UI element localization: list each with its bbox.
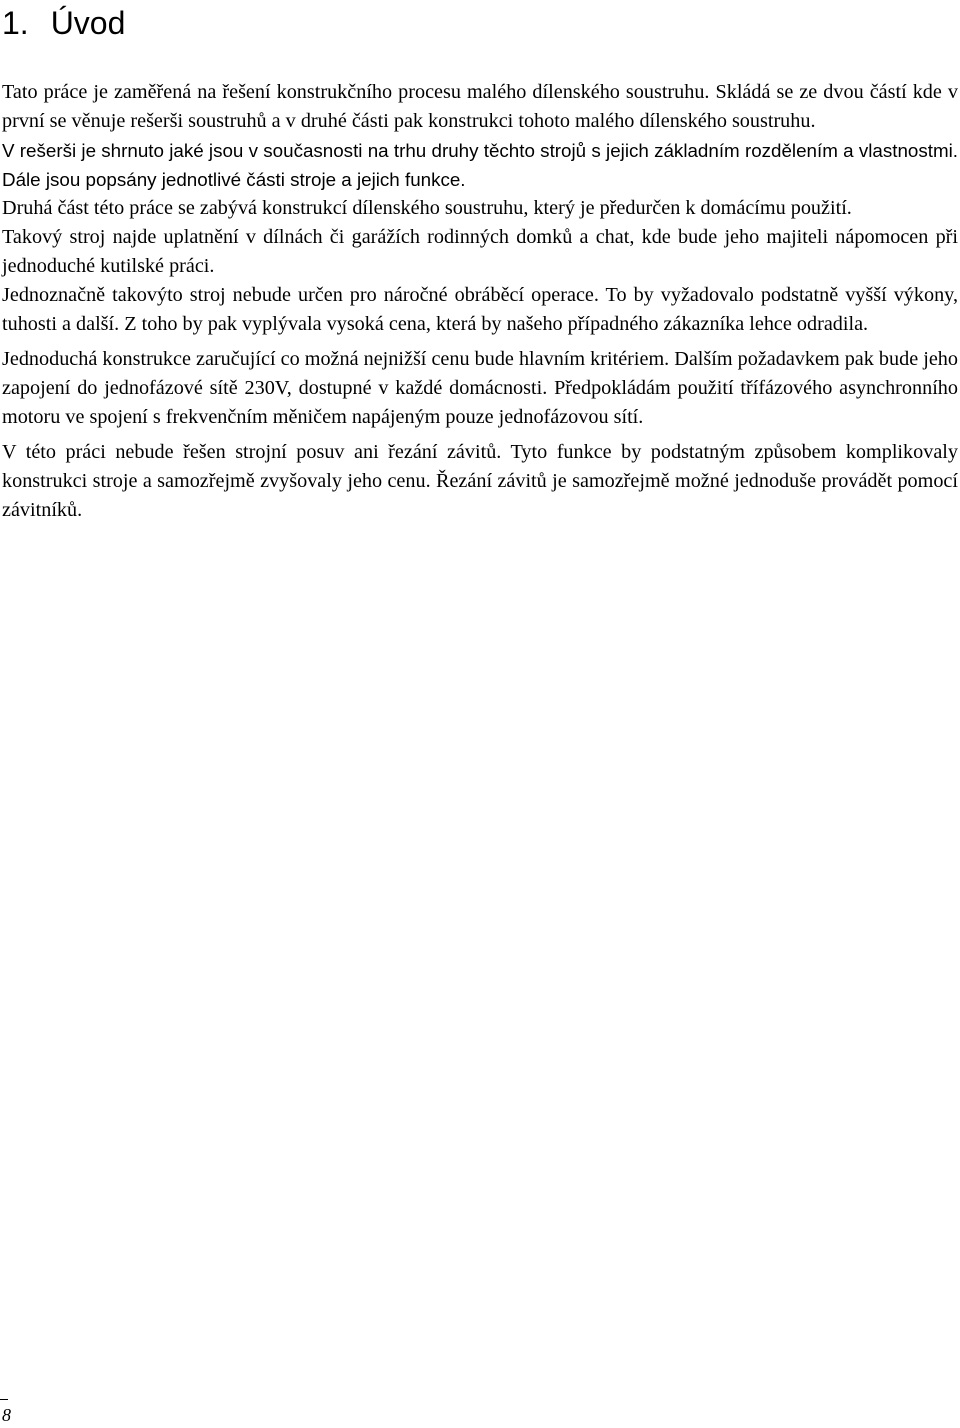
- page-number: 8: [2, 1405, 11, 1425]
- paragraph-scope: V této práci nebude řešen strojní posuv ani řezání závitů. Tyto funkce by podstatným způsobem komplikovaly konstrukci stroje a samozřejmě zvyšovaly jeho cenu. Řezání závitů je samozřejmě možné jednoduše provádět pomocí závitníků.: [2, 441, 958, 521]
- chapter-heading: [2, 3, 125, 43]
- paragraph-usage: Takový stroj najde uplatnění v dílnách či garážích rodinných domků a chat, kde bude jeho majiteli nápomocen při jednoduché kutilské práci.: [2, 226, 958, 277]
- chapter-title: Úvod: [50, 5, 126, 41]
- footer-rule: [0, 1399, 8, 1400]
- paragraph-second-part: Druhá část této práce se zabývá konstrukcí dílenského soustruhu, který je předurčen k domácímu použití.: [2, 197, 852, 219]
- paragraph-research: V rešerši je shrnuto jaké jsou v současnosti na trhu druhy těchto strojů s jejich základním rozdělením a vlastnostmi. Dále jsou popsány jednotlivé části stroje a jejich funkce.: [2, 140, 958, 190]
- paragraph-intro: Tato práce je zaměřená na řešení konstrukčního procesu malého dílenského soustruhu. Skládá se ze dvou částí kde v první se věnuje rešerši soustruhů a v druhé části pak konstrukci tohoto malého dílenského soustruhu.: [2, 81, 958, 132]
- paragraph-requirements: Jednoduchá konstrukce zaručující co možná nejnižší cenu bude hlavním kritériem. Dalším požadavkem pak bude jeho zapojení do jednofázové sítě 230V, dostupné v každé domácnosti. Předpokládám použití třífázového asynchronního motoru ve spojení s frekvenčním měničem napájeným pouze jednofázovou sítí.: [2, 348, 958, 428]
- paragraph-limitations: Jednoznačně takovýto stroj nebude určen pro náročné obráběcí operace. To by vyžadovalo podstatně vyšší výkony, tuhosti a další. Z toho by pak vyplývala vysoká cena, která by našeho případného zákazníka lehce odradila.: [2, 284, 958, 335]
- chapter-number: 1.: [2, 5, 29, 41]
- body-text: [2, 78, 958, 525]
